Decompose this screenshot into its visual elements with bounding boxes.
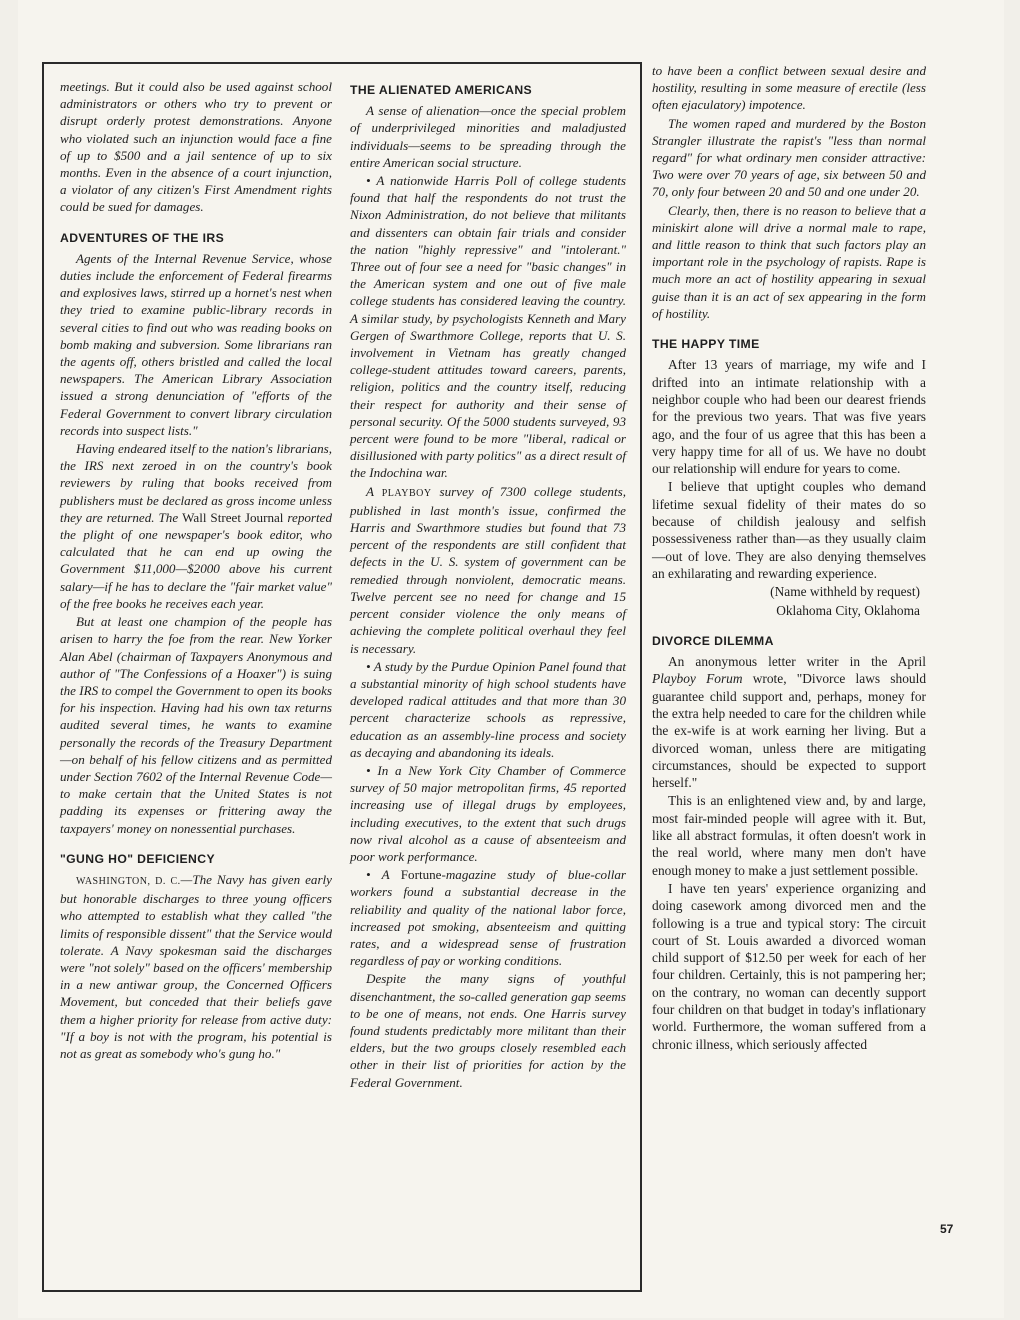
divorce-paragraph-3: I have ten years' experience organizing and doing casework among divorced men and the following is a true and typical story: The circuit court of St. Louis awarded a divorced woman child support of $12.50 per week for each of her four children. Certainly, this is not pampering her; on the contrary, no woman can decently support four children on that budget in today's inflationary world. Furthermore, the woman suffered from a chronic illness, which seriously affected [652, 880, 926, 1052]
irs-paragraph-3: But at least one champion of the people has arisen to harry the foe from the rear. New Yorker Alan Abel (chairman of Taxpayers Anonymous and author of "The Confessions of a Hoaxer") is suing the IRS to compel the Government to open its books for his inspection. Having had his own tax returns audited several times, he wants to examine personally the records of the Treasury Department —on behalf of his fellow citizens and as permitted under Section 7602 of the Internal Revenue Code—to make certain that the United States is not padding its expenses or frittering away the taxpayers' money on nonessential purchases. [60, 614, 332, 836]
publication-name: Wall Street Journal [182, 509, 284, 525]
alienated-paragraph-6: • A Fortune-magazine study of blue-collar workers found a substantial decrease in the reliability and quality of the national labor force, increased pot smoking, absenteeism and quitting rates, and a widespread sense of frustration regardless of pay or working conditions. [350, 867, 626, 969]
happy-time-paragraph-1: After 13 years of marriage, my wife and I drifted into an intimate relationship with a neighbor couple who had been our dearest friends for the previous two years. That was five years ago, and the four of us agree that this has been a very happy time for all of us. We have no doubt our relationship will endure for years to come. [652, 357, 926, 477]
box-border-top [42, 62, 640, 64]
alienated-paragraph-1: A sense of alienation—once the special problem of underprivileged minorities and maladjusted individuals—seems to be spreading through the entire American social structure. [350, 103, 626, 170]
continued-paragraph-3: Clearly, then, there is no reason to believe that a miniskirt alone will drive a normal male to rape, and little reason to think that such factors play an important role in the psychology of rapists. Rape is much more an act of hostility appearing in sexual guise than it is an act of sex appearing in the form of hostility. [652, 202, 926, 321]
irs-paragraph-2: Having endeared itself to the nation's librarians, the IRS next zeroed in on the country's book reviewers by ruling that books received from publishers must be declared as gross income unless they are returned. The Wall Street Journal reported the plight of one newspaper's book editor, who calculated that he can end up owing the Government $11,000—$2000 above his current salary—if he has to declare the "fair market value" of the free books he receives each year. [60, 441, 333, 611]
continued-paragraph-2: The women raped and murdered by the Boston Strangler illustrate the rapist's "less than normal regard" for what ordinary men consider attractive: Two were over 70 years of age, six between 50 and 70, only four between 20 and 50 and one under 20. [652, 115, 926, 200]
alienated-paragraph-7: Despite the many signs of youthful disenchantment, the so-called generation gap seems to be one of means, not ends. One Harris survey found students predictably more militant than their elders, but the two groups closely resembled each other in their list of priorities for action by the Federal Government. [350, 971, 626, 1090]
divorce-paragraph-1: An anonymous letter writer in the April Playboy Forum wrote, "Divorce laws should guarantee child support and, perhaps, money for the extra help needed to care for the children while the ex-wife is at work earning her living. But a divorced woman, unless there are mitigating circumstances, should be expected to support herself." [652, 654, 927, 791]
box-border-bottom [42, 1290, 640, 1292]
happy-time-paragraph-2: I believe that uptight couples who demand lifetime sexual fidelity of their mates do so because of childish jealousy and selfish possessiveness rather than—as they usually claim—out of love. They are also denying themselves an exhilarating and rewarding experience. [652, 479, 926, 581]
box-border-right [640, 62, 642, 1292]
section-heading-alienated: THE ALIENATED AMERICANS [350, 83, 533, 97]
alienated-paragraph-3: A PLAYBOY survey of 7300 college students, published in last month's issue, confirmed the Harris and Swarthmore studies but found that 73 percent of the respondents are still confident that defects in the U. S. system of government can be remedied through nonviolent, democratic means. Twelve percent see no need for change and 15 percent consider violence the only means of achieving the complete political overhaul they feel is necessary. [350, 483, 626, 656]
letters-section [652, 336, 926, 1053]
section-heading-irs: ADVENTURES OF THE IRS [60, 230, 225, 245]
page-number: 57 [940, 1222, 954, 1236]
gung-ho-paragraph: WASHINGTON, D. C.—The Navy has given early but honorable discharges to three young officers who attempted to establish what they called "the limits of responsible dissent" that the Service would tolerate. A Navy spokesman said the discharges were "not solely" based on the officers' membership in a new antiwar group, the Concerned Officers Movement, but conceded that their beliefs gave them a higher priority for release from active duty: "If a boy is not with the program, his potential is not as great as somebody who's gung ho." [60, 871, 332, 1061]
signature-location: Oklahoma City, Oklahoma [776, 602, 920, 618]
section-heading-divorce: DIVORCE DILEMMA [652, 633, 774, 648]
continued-paragraph-1: to have been a conflict between sexual desire and hostility, resulting in some measure of erectile (less often ejaculatory) impotence. [652, 63, 926, 113]
section-heading-gung-ho: "GUNG HO" DEFICIENCY [60, 851, 215, 866]
alienated-paragraph-4: • A study by the Purdue Opinion Panel found that a substantial minority of high school students have developed radical attitudes and that more than 30 percent characterize schools as repressive, education as an assembly-line process and society as decaying and abandoning its ideals. [350, 658, 626, 760]
dateline: WASHINGTON, D. C. [76, 875, 181, 887]
column-middle [350, 78, 626, 1091]
signature-name: (Name withheld by request) [770, 584, 920, 600]
divorce-paragraph-2: This is an enlightened view and, by and large, most fair-minded people will agree with it. But, like all abstract formulas, it often doesn't work in the real world, where many men don't have enough money to make a just settlement possible. [652, 793, 926, 878]
section-heading-happy-time: THE HAPPY TIME [652, 337, 760, 352]
continued-paragraph: meetings. But it could also be used against school administrators or others who try to prevent or disrupt orderly protest demonstrations. Anyone who violated such an injunction would face a fine of up to $500 and a jail sentence of up to six months. Even in the absence of a court injunction, a violator of any citizen's First Amendment rights could be sued for damages. [60, 79, 332, 215]
alienated-paragraph-5: • In a New York City Chamber of Commerce survey of 50 major metropolitan firms, 45 reported increasing use of illegal drugs by employees, including executives, to the extent that such drugs now rival alcohol as a cause of absenteeism and poor work performance. [350, 762, 626, 864]
magazine-name: PLAYBOY [381, 487, 432, 499]
column-left [60, 78, 332, 1062]
box-border-left [42, 62, 44, 1292]
column-right [652, 62, 926, 1053]
alienated-paragraph-2: • A nationwide Harris Poll of college students found that half the respondents do not trust the Nixon Administration, do not believe that militants and dissenters can obtain fair trials and consider the nation "highly repressive" and "intolerant." Three out of four see a need for "basic changes" in the American system and one out of five male college students has considered leaving the country. A similar study, by psychologists Kenneth and Mary Gergen of Swarthmore College, reports that U. S. involvement in Vietnam has greatly changed college-student attitudes toward careers, parents, religion, politics and the country itself, reducing their respect for authority and their sense of personal security. Of the 5000 students surveyed, 93 percent were found to be more "liberal, radical or disillusioned with party politics" as a direct result of the Indochina war. [350, 173, 626, 481]
magazine-name: Playboy Forum [652, 671, 743, 687]
magazine-name: Fortune [400, 867, 442, 883]
irs-paragraph-1: Agents of the Internal Revenue Service, whose duties include the enforcement of Federal firearms and explosives laws, stirred up a hornet's nest when they tried to examine public-library records in several cities to find out who was reading books on bomb making and subversion. Some librarians ran the agents off, others bristled and called the local newspapers. The American Library Association issued a strong denunciation of "efforts of the Federal Government to convert library circulation records into suspect lists." [60, 250, 332, 438]
